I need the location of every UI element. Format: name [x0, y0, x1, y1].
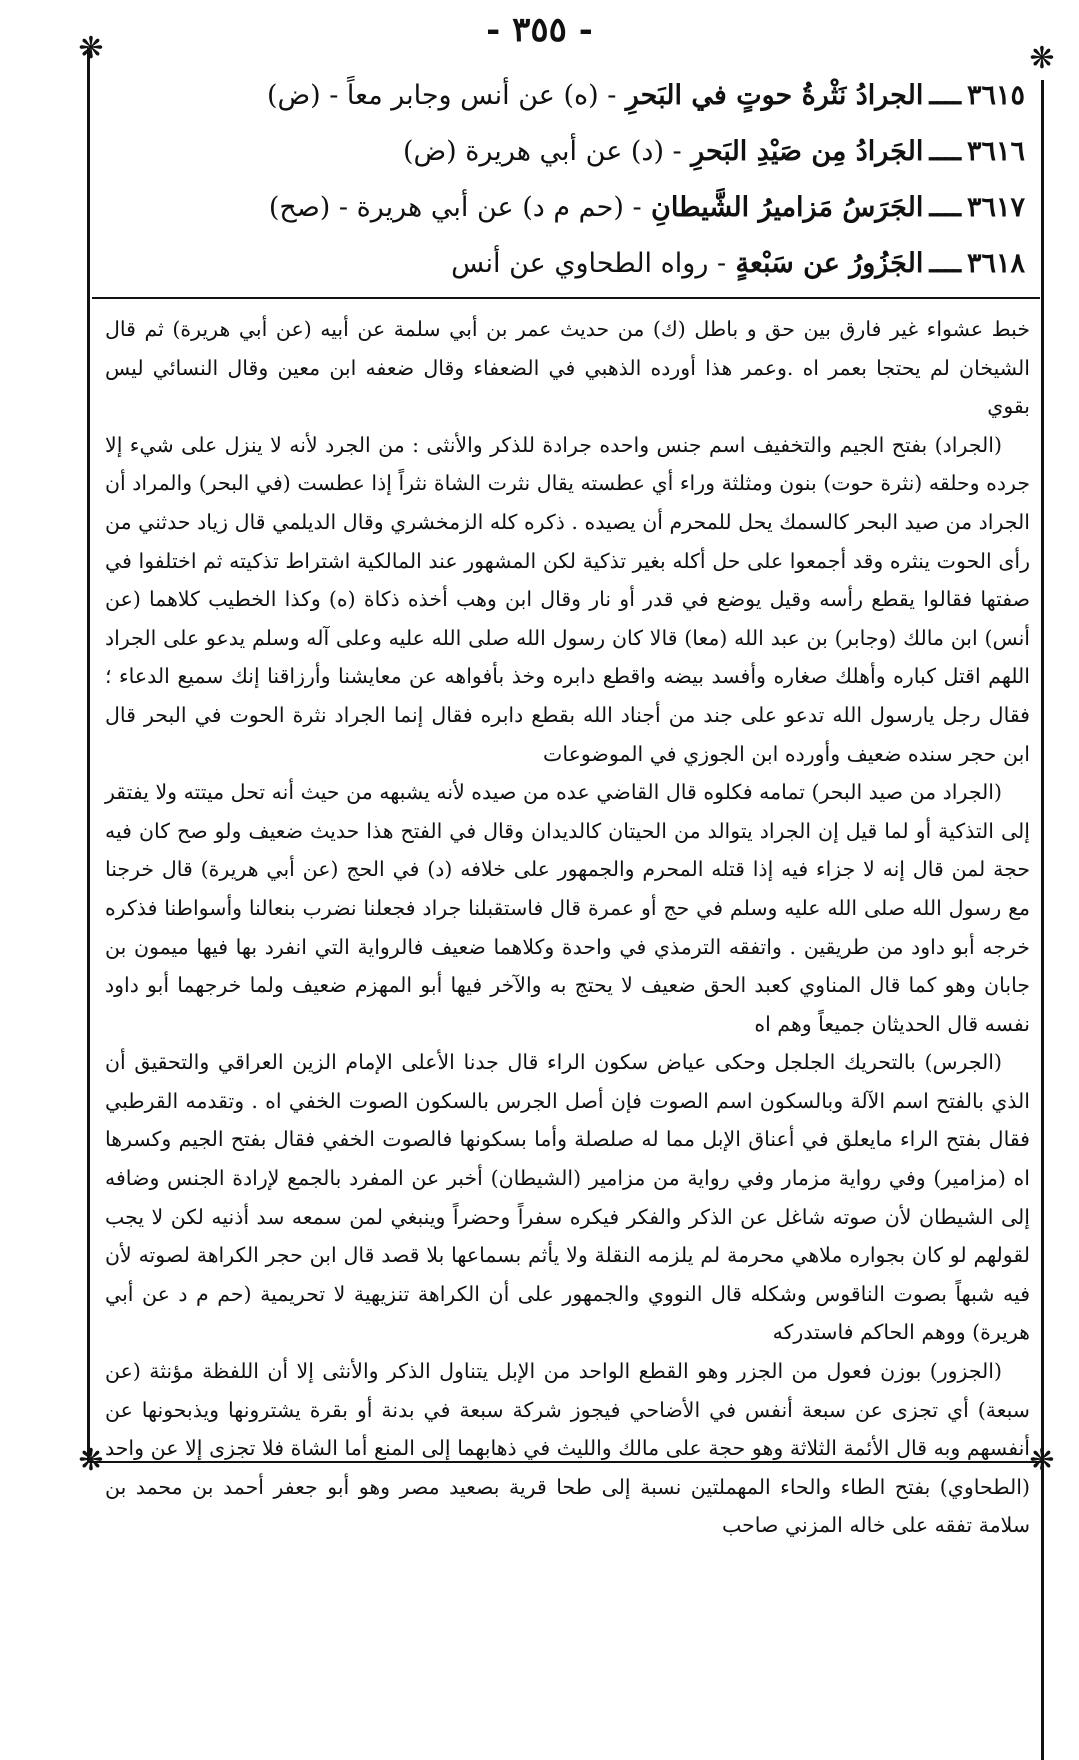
hadith-entry: ٣٦١٥ــــالجرادُ نَثْرةُ حوتٍ في البَحرِ - (ه) عن أنس وجابر معاً - (ض)	[110, 68, 1025, 124]
frame-border-left	[87, 48, 90, 1463]
page-number: - ٣٥٥ -	[486, 10, 593, 50]
corner-ornament-icon: ❋	[1029, 1443, 1055, 1478]
hadith-text: الجَرادُ مِن صَيْدِ البَحرِ	[691, 136, 924, 167]
hadith-number: ٣٦١٧	[966, 192, 1025, 223]
commentary-paragraph: خبط عشواء غير فارق بين حق و باطل (ك) من حديث عمر بن أبي سلمة عن أبيه (عن أبي هريرة) ثم قال الشيخان لم يحتجا بعمر اه .وعمر هذا أورده الذهبي في الضعفاء وقال ضعفه ابن معين وقال النسائي ليس بقوي	[105, 317, 1030, 419]
corner-ornament-icon: ❋	[1029, 41, 1055, 76]
hadith-text: الجَرَسُ مَزاميرُ الشَّيطانِ	[650, 192, 924, 223]
section-divider	[92, 297, 1040, 299]
hadith-source: - (حم م د) عن أبي هريرة - (صح)	[268, 192, 642, 223]
commentary-paragraph: (الجراد من صيد البحر) تمامه فكلوه قال القاضي عده من صيده لأنه يشبهه من حيث أنه تحل ميتته ولا يفتقر إلى التذكية أو لما قيل إن الجراد يتوالد من الحيتان كالديدان وقال في الفتح هذا حديث ضعيف ولو صح كان فيه حجة لمن قال إنه لا جزاء فيه إذا قتله المحرم والجمهور على خلافه (د) في الحج (عن أبي هريرة) قال خرجنا مع رسول الله صلى الله عليه وسلم في حج أو عمرة قال فاستقبلنا جراد فجعلنا نضرب بنعالنا وأسواطنا فذكره خرجه أبو داود من طريقين . واتفقه الترمذي في واحدة وكلاهما ضعيف فالرواية التي انفرد بها فيها ميمون بن جابان وهو كما قال المناوي كعبد الحق ضعيف لا يحتج به والآخر فيها أبو المهزم ضعيف ولما خرجهما أبو داود نفسه قال الحديثان جميعاً وهم اه	[105, 780, 1030, 1036]
commentary-paragraph: (الجراد) بفتح الجيم والتخفيف اسم جنس واحده جرادة للذكر والأنثى : من الجرد لأنه لا ينزل على شيء إلا جرده وحلقه (نثرة حوت) بنون ومثلثة وراء أي عطسته يقال نثرت الشاة نثراً إذا عطست (في البحر) والمراد أن الجراد من صيد البحر كالسمك يحل للمحرم أن يصيده . ذكره كله الزمخشري وقال الديلمي قال زياد حدثني من رأى الحوت ينثره وقد أجمعوا على حل أكله بغير تذكية لكن المشهور عند المالكية اشتراط تذكيته ثم اختلفوا في صفتها فقالوا يقطع رأسه وقيل يوضع في قدر أو نار وقال ابن وهب أخذه ذكاة (ه) وكذا الخطيب كلاهما (عن أنس) ابن مالك (وجابر) بن عبد الله (معا) قالا كان رسول الله صلى الله عليه وعلى آله وسلم يدعو على الجراد اللهم اقتل كباره وأهلك صغاره وأفسد بيضه واقطع دابره وخذ بأفواهه عن معايشنا وأرزاقنا إنك سميع الدعاء ؛ فقال رجل يارسول الله تدعو على جند من أجناد الله بقطع دابره فقال إنما الجراد نثرة الحوت في البحر قال ابن حجر سنده ضعيف وأورده ابن الجوزي في الموضوعات	[105, 432, 1030, 766]
hadith-number: ٣٦١٨	[966, 248, 1025, 279]
corner-ornament-icon: ❋	[78, 31, 104, 66]
hadith-source: - (ه) عن أنس وجابر معاً - (ض)	[266, 80, 617, 111]
hadith-number: ٣٦١٥	[966, 80, 1025, 111]
hadith-source: - (د) عن أبي هريرة (ض)	[402, 136, 682, 167]
hadith-entry: ٣٦١٦ــــالجَرادُ مِن صَيْدِ البَحرِ - (د) عن أبي هريرة (ض)	[110, 124, 1025, 180]
hadith-entry: ٣٦١٨ــــالجَزُورُ عن سَبْعةٍ - رواه الطحاوي عن أنس	[110, 236, 1025, 292]
commentary-paragraph: (الجزور) بوزن فعول من الجزر وهو القطع الواحد من الإبل يتناول الذكر والأنثى إلا أن اللفظة مؤنثة (عن سبعة) أي تجزى عن سبعة أنفس في الأضاحي فيجوز شركة سبعة في بدنة أو بقرة يشترونها ويذبحونها عن أنفسهم وبه قال الأئمة الثلاثة وهو حجة على مالك والليث في ذهابهما إلى المنع أما الشاة فلا تجزى إلا عن واحد (الطحاوي) بفتح الطاء والحاء المهملتين نسبة إلى طحا قرية بصعيد مصر وهو أبو جعفر أحمد بن محمد بن سلامة تفقه على خاله المزني صاحب	[105, 1359, 1030, 1538]
hadith-list	[110, 68, 1025, 292]
commentary-paragraph: (الجرس) بالتحريك الجلجل وحكى عياض سكون الراء قال جدنا الأعلى الإمام الزين العراقي والتحقيق أن الذي بالفتح اسم الآلة وبالسكون اسم الصوت فإن أصل الجرس بالسكون الصوت الخفي اه . وتقدمه القرطبي فقال بفتح الراء مايعلق في أعناق الإبل مما له صلصلة وأما بسكونها فالصوت الخفي فقال بفتح الجيم وكسرها اه (مزامير) وفي رواية مزمار وفي رواية من مزامير (الشيطان) أخبر عن المفرد بالجمع لإرادة الجنس وضافه إلى الشيطان لأن صوته شاغل عن الذكر والفكر فيكره سفراً وحضراً وينبغي لمن سمعه سد أذنيه لكن لا يجب لقولهم لو كان بجواره ملاهي محرمة لم يلزمه النقلة ولا يأثم بسماعها بلا قصد قال ابن حجر الكراهة لصوته لأن فيه شبهاً بصوت الناقوس وشكله قال النووي والجمهور على أن الكراهة تنزيهية لا تحريمية (حم م د عن أبي هريرة) ووهم الحاكم فاستدركه	[105, 1050, 1030, 1345]
commentary-section	[105, 310, 1030, 1545]
hadith-source: - رواه الطحاوي عن أنس	[451, 248, 727, 279]
hadith-text: الجَزُورُ عن سَبْعةٍ	[735, 248, 924, 279]
corner-ornament-icon: ❋	[78, 1443, 104, 1478]
hadith-text: الجرادُ نَثْرةُ حوتٍ في البَحرِ	[625, 80, 924, 111]
hadith-entry: ٣٦١٧ــــالجَرَسُ مَزاميرُ الشَّيطانِ - (حم م د) عن أبي هريرة - (صح)	[110, 180, 1025, 236]
hadith-number: ٣٦١٦	[966, 136, 1025, 167]
frame-border-right	[1041, 80, 1044, 1760]
